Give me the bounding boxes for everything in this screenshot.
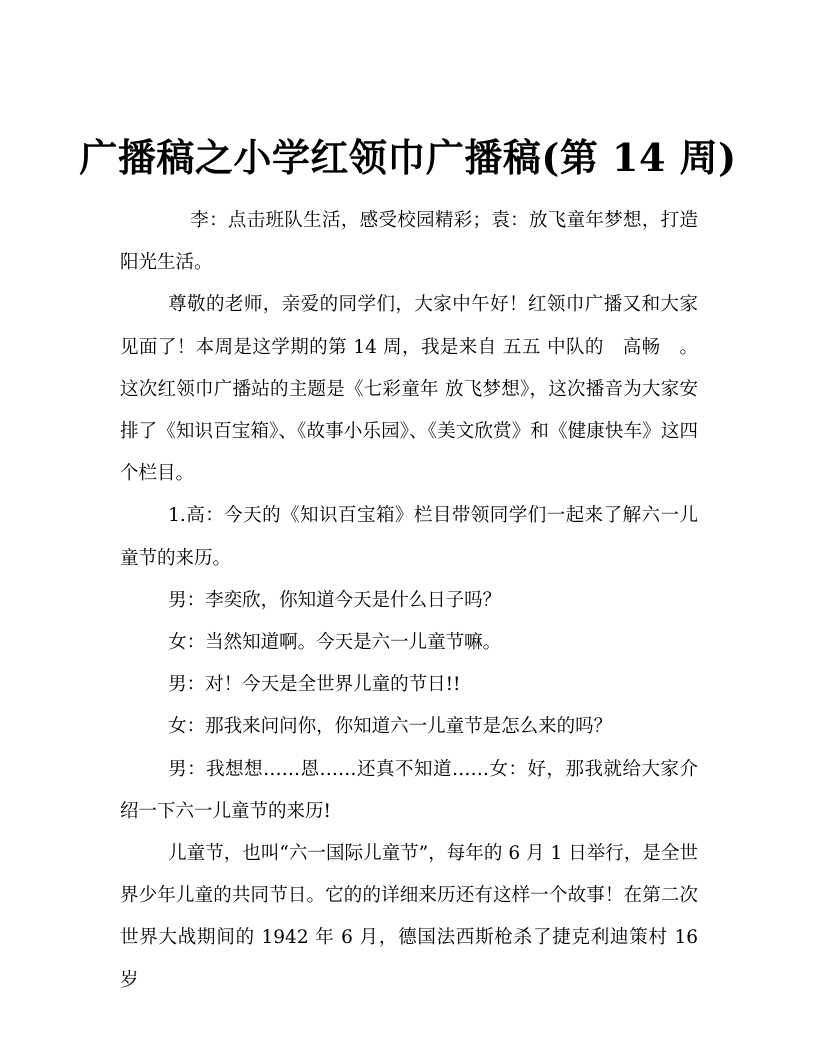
- paragraph-greeting: 尊敬的老师，亲爱的同学们，大家中午好！红领巾广播又和大家见面了！本周是这学期的第 14 周，我是来自 五五 中队的 高畅 。这次红领巾广播站的主题是《七彩童年 放飞梦想》，这次播音为大家安排了《知识百宝箱》、《故事小乐园》、《美文欣赏》和《健康快车》这四个栏目。: [120, 294, 698, 485]
- paragraph-dialogue: 男：李奕欣，你知道今天是什么日子吗？: [168, 589, 502, 611]
- paragraph-history: 儿童节，也叫“六一国际儿童节”，每年的 6 月 1 日举行，是全世界少年儿童的共同节日。它的的详细来历还有这样一个故事！在第二次世界大战期间的 1942 年 6 月，德国法西斯枪杀了捷克利迪策村 16 岁: [120, 843, 698, 991]
- document-body: [120, 200, 698, 1002]
- paragraph-dialogue: 女：当然知道啊。今天是六一儿童节嘛。: [168, 632, 502, 654]
- paragraph-opening: 李：点击班队生活，感受校园精彩；袁：放飞童年梦想，打造阳光生活。: [120, 210, 698, 274]
- paragraph-dialogue: 男：我想想……恩……还真不知道……女：好，那我就给大家介绍一下六一儿童节的来历!: [120, 758, 698, 822]
- paragraph-dialogue: 男：对！今天是全世界儿童的节日!!: [168, 674, 461, 696]
- paragraph-section-1: 1.高：今天的《知识百宝箱》栏目带领同学们一起来了解六一儿童节的来历。: [120, 505, 698, 569]
- paragraph-dialogue: 女：那我来问问你，你知道六一儿童节是怎么来的吗？: [168, 716, 613, 738]
- document-title: 广播稿之小学红领巾广播稿(第 14 周): [79, 135, 737, 181]
